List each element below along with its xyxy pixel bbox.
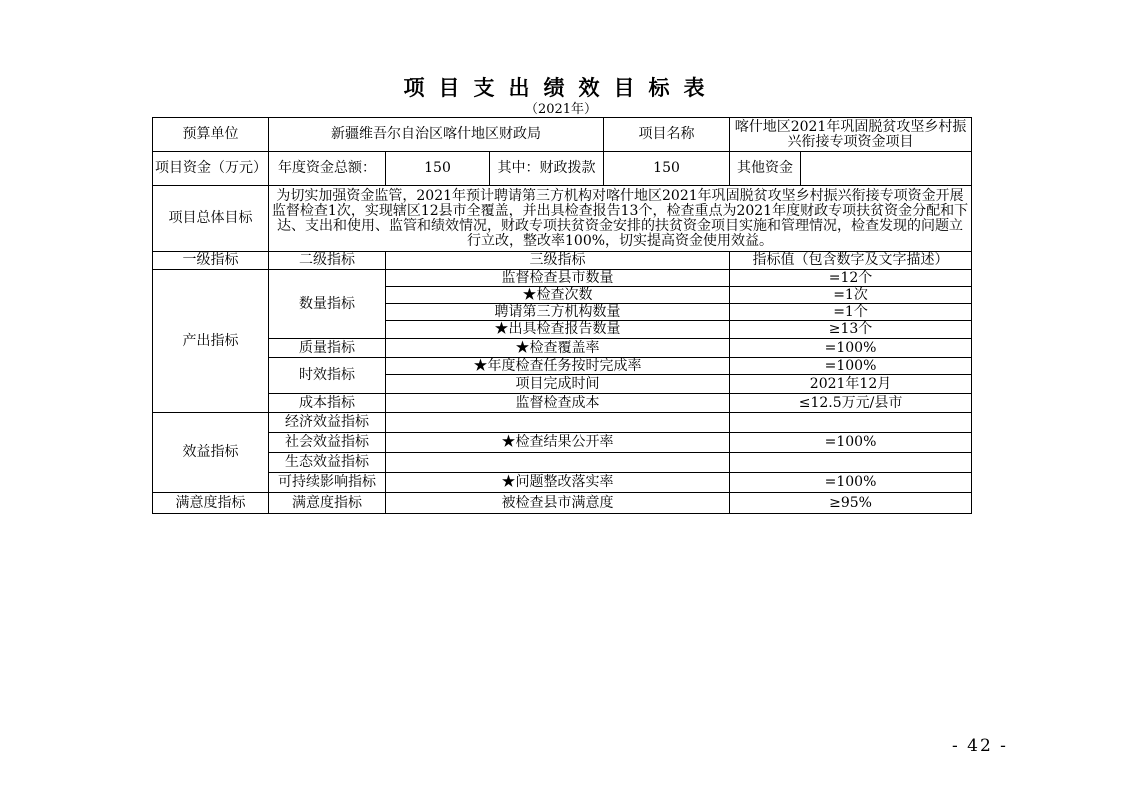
quantity-indicator-label: 数量指标 [269,270,386,339]
indicator-name: ★年度检查任务按时完成率 [386,358,730,375]
other-funds-cell [730,152,972,186]
indicator-value [730,453,972,473]
table-row [153,270,972,287]
goal-row [153,186,972,252]
goal-label: 项目总体目标 [153,186,269,252]
satisfaction-sub-label: 满意度指标 [269,493,386,514]
annual-total-label: 年度资金总额： [269,152,386,186]
table-row [153,394,972,413]
sustainable-impact-label: 可持续影响指标 [269,473,386,493]
indicator-value: ≥95% [730,493,972,514]
budget-unit-value: 新疆维吾尔自治区喀什地区财政局 [269,118,604,152]
quality-indicator-label: 质量指标 [269,339,386,358]
budget-unit-label: 预算单位 [153,118,269,152]
indicator-name: 监督检查县市数量 [386,270,730,287]
indicator-name [386,453,730,473]
col-level2-header: 二级指标 [269,252,386,270]
table-row [153,358,972,375]
indicator-value: =100% [730,433,972,453]
indicator-name: 项目完成时间 [386,375,730,394]
table-row [153,453,972,473]
timeliness-indicator-label: 时效指标 [269,358,386,394]
col-level1-header: 一级指标 [153,252,269,270]
benefit-indicator-label: 效益指标 [153,413,269,493]
performance-table [152,117,972,514]
ecological-benefit-label: 生态效益指标 [269,453,386,473]
indicator-name: ★检查结果公开率 [386,433,730,453]
indicator-name: 监督检查成本 [386,394,730,413]
output-indicator-label: 产出指标 [153,270,269,413]
indicator-value: 2021年12月 [730,375,972,394]
indicator-name: ★问题整改落实率 [386,473,730,493]
satisfaction-indicator-label: 满意度指标 [153,493,269,514]
other-funds-value [801,152,971,185]
indicator-name: ★出具检查报告数量 [386,321,730,339]
page-title: 项目支出绩效目标表 [403,76,719,100]
col-value-header: 指标值（包含数字及文字描述） [730,252,972,270]
goal-text: 为切实加强资金监管，2021年预计聘请第三方机构对喀什地区2021年巩固脱贫攻坚乡村振兴衔接专项资金开展监督检查1次，实现辖区12县市全覆盖，并出具检查报告13个，检查重点为2021年度财政专项扶贫资金分配和下达、支出和使用、监管和绩效情况，财政专项扶贫资金安排的扶贫资金项目实施和管理情况，检查发现的问题立行立改，整改率100%，切实提高资金使用效益。 [269,186,972,252]
page-number: - 42 - [952,736,1008,756]
indicator-header-row [153,252,972,270]
year-subtitle: （2021年） [524,102,598,117]
social-benefit-label: 社会效益指标 [269,433,386,453]
indicator-name [386,413,730,433]
table-row [153,493,972,514]
indicator-value: =100% [730,473,972,493]
annual-total-value: 150 [386,152,490,186]
table-row [153,433,972,453]
funds-row [153,152,972,186]
col-level3-header: 三级指标 [386,252,730,270]
table-row [153,413,972,433]
indicator-value: =1个 [730,304,972,321]
indicator-value: =100% [730,339,972,358]
indicator-value: =1次 [730,287,972,304]
funds-label: 项目资金（万元） [153,152,269,186]
indicator-value [730,413,972,433]
other-funds-label: 其他资金 [730,152,801,185]
indicator-value: ≥13个 [730,321,972,339]
economic-benefit-label: 经济效益指标 [269,413,386,433]
fiscal-label: 其中：财政拨款 [490,152,604,186]
indicator-value: =12个 [730,270,972,287]
project-name-label: 项目名称 [604,118,730,152]
table-row [153,339,972,358]
indicator-name: ★检查次数 [386,287,730,304]
cost-indicator-label: 成本指标 [269,394,386,413]
info-row [153,118,972,152]
indicator-value: ≤12.5万元/县市 [730,394,972,413]
indicator-name: 聘请第三方机构数量 [386,304,730,321]
project-name-value: 喀什地区2021年巩固脱贫攻坚乡村振兴衔接专项资金项目 [730,118,972,152]
indicator-name: ★检查覆盖率 [386,339,730,358]
fiscal-value: 150 [604,152,730,186]
indicator-value: =100% [730,358,972,375]
table-row [153,473,972,493]
indicator-name: 被检查县市满意度 [386,493,730,514]
